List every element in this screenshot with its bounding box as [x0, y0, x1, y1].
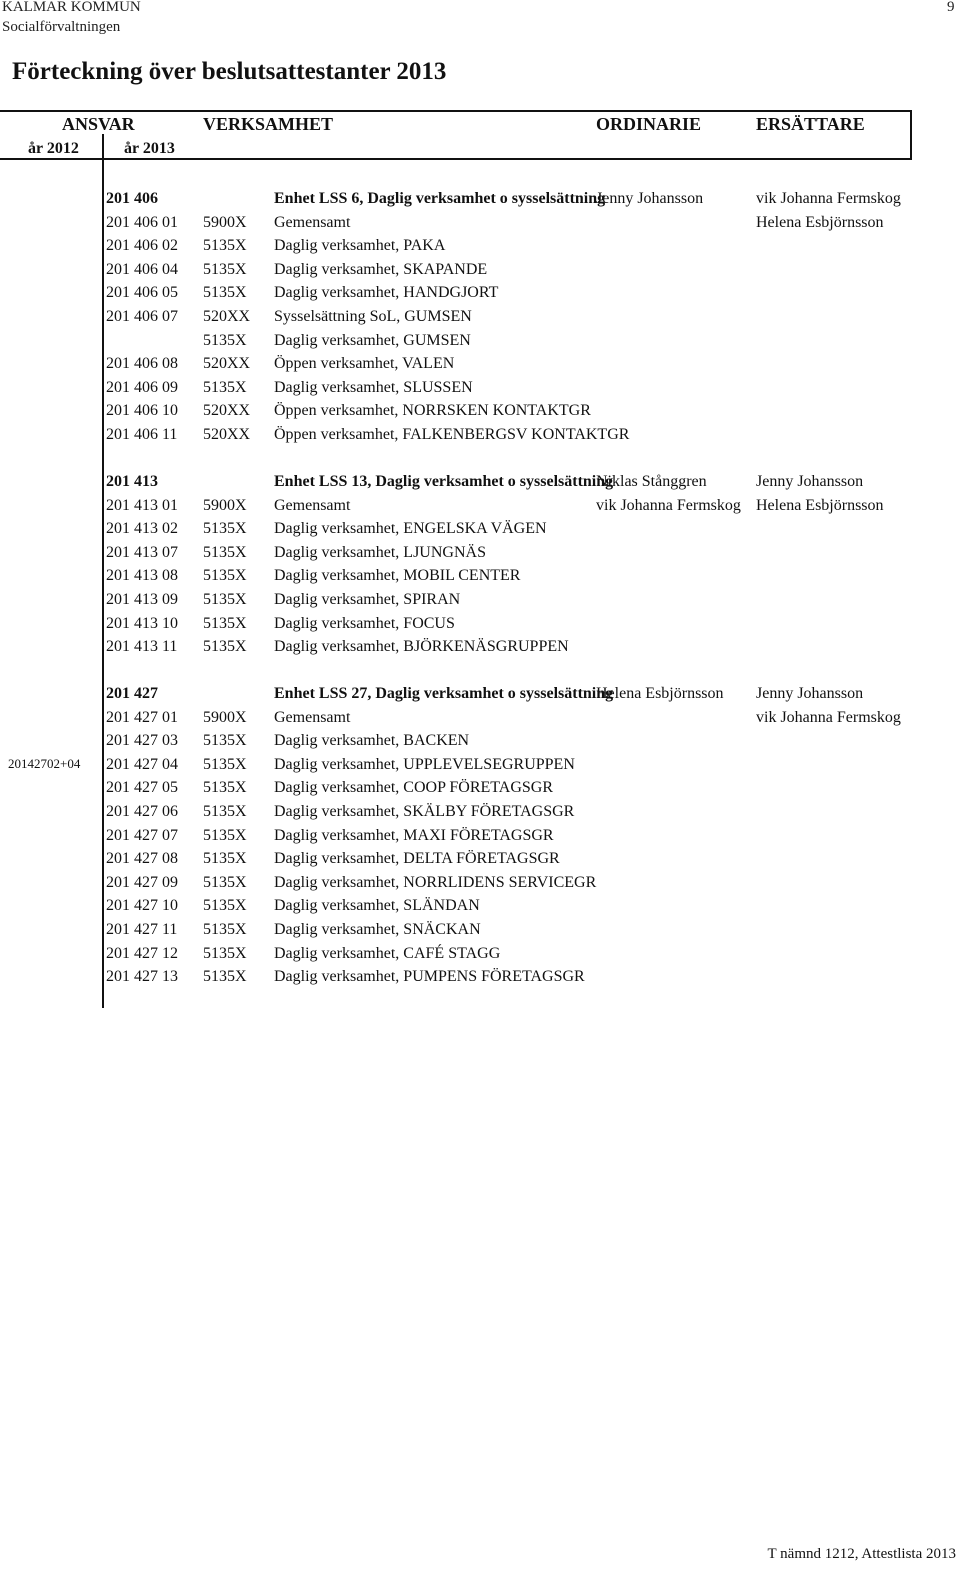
cell-account-code: 5135X	[203, 520, 247, 538]
cell-account-code: 5135X	[203, 260, 247, 278]
cell-account-code: 5135X	[203, 591, 247, 608]
cell-verksamhet: Öppen verksamhet, FALKENBERGSV KONTAKTGR	[274, 426, 630, 443]
cell-account-code: 5135X	[203, 803, 247, 820]
table-row	[0, 517, 960, 540]
cell-verksamhet: Daglig verksamhet, COOP FÖRETAGSGR	[274, 779, 554, 797]
cell-ordinarie: vik Johanna Fermskog	[596, 496, 741, 514]
cell-account-code: 5135X	[203, 237, 247, 255]
cell-account-code: 520XX	[203, 426, 251, 443]
cell-account-code: 5135X	[203, 779, 247, 797]
cell-verksamhet: Daglig verksamhet, SNÄCKAN	[274, 921, 481, 938]
table-row	[0, 894, 960, 917]
col-header-year-2012: år 2012	[28, 140, 79, 157]
table-row	[0, 729, 960, 752]
cell-ansvar-2013: 201 427 01	[106, 708, 178, 726]
cell-verksamhet: Daglig verksamhet, LJUNGNÄS	[274, 543, 486, 561]
cell-verksamhet: Daglig verksamhet, BJÖRKENÄSGRUPPEN	[274, 638, 569, 656]
cell-ansvar-2013: 201 413 11	[106, 638, 178, 656]
cell-ansvar-2013: 201 406 02	[106, 237, 178, 255]
cell-verksamhet: Enhet LSS 6, Daglig verksamhet o sysselsättning	[274, 190, 606, 207]
table-row	[0, 847, 960, 870]
cell-ansvar-2013: 201 406 07	[106, 308, 178, 325]
cell-ansvar-2013: 201 413 02	[106, 520, 178, 538]
cell-ersattare: Helena Esbjörnsson	[756, 496, 884, 514]
cell-account-code: 5135X	[203, 850, 247, 868]
table-row	[0, 918, 960, 941]
cell-verksamhet: Daglig verksamhet, HANDGJORT	[274, 284, 499, 302]
cell-account-code: 5900X	[203, 213, 247, 231]
cell-verksamhet: Daglig verksamhet, NORRLIDENS SERVICEGR	[274, 873, 597, 891]
table-row	[0, 800, 960, 823]
section-heading-row	[0, 682, 960, 705]
cell-ersattare: Helena Esbjörnsson	[756, 213, 884, 231]
cell-ersattare: Jenny Johansson	[756, 473, 864, 490]
margin-note: 20142702+04	[8, 756, 81, 771]
cell-verksamhet: Gemensamt	[274, 213, 351, 231]
cell-verksamhet: Daglig verksamhet, SLÄNDAN	[274, 897, 480, 915]
cell-ansvar-2013: 201 413 09	[106, 591, 178, 608]
cell-verksamhet: Daglig verksamhet, MAXI FÖRETAGSGR	[274, 826, 554, 844]
col-header-ersattare: ERSÄTTARE	[756, 114, 865, 134]
cell-account-code: 5135X	[203, 826, 247, 844]
footer-text: T nämnd 1212, Attestlista 2013	[767, 1546, 956, 1562]
cell-ansvar-2013: 201 406 08	[106, 355, 178, 373]
cell-verksamhet: Sysselsättning SoL, GUMSEN	[274, 308, 472, 325]
department-name: Socialförvaltningen	[2, 19, 121, 35]
cell-ansvar-2013: 201 427 10	[106, 897, 178, 915]
cell-ansvar-2013: 201 406 05	[106, 284, 178, 302]
org-name: KALMAR KOMMUN	[2, 0, 141, 15]
header-column-divider	[102, 134, 104, 160]
cell-account-code: 520XX	[203, 355, 251, 373]
cell-account-code: 5135X	[203, 614, 247, 632]
cell-verksamhet: Daglig verksamhet, SKAPANDE	[274, 260, 488, 278]
cell-ansvar-2013: 201 427 08	[106, 850, 178, 868]
section-heading-row	[0, 470, 960, 493]
table-row	[0, 305, 960, 328]
table-row	[0, 281, 960, 304]
table-header	[0, 110, 912, 160]
cell-ansvar-2013: 201 427 06	[106, 803, 178, 820]
table-row	[0, 776, 960, 799]
col-header-verksamhet: VERKSAMHET	[203, 114, 334, 134]
cell-account-code: 5900X	[203, 496, 247, 514]
cell-account-code: 5135X	[203, 873, 247, 891]
cell-ansvar-2013: 201 406	[106, 190, 158, 207]
table-row	[0, 871, 960, 894]
cell-ersattare: Jenny Johansson	[756, 685, 864, 702]
cell-verksamhet: Daglig verksamhet, MOBIL CENTER	[274, 567, 521, 585]
table-row	[0, 329, 960, 352]
cell-account-code: 520XX	[203, 402, 251, 420]
cell-verksamhet: Daglig verksamhet, DELTA FÖRETAGSGR	[274, 850, 560, 868]
cell-verksamhet: Öppen verksamhet, NORRSKEN KONTAKTGR	[274, 402, 591, 420]
page-title: Förteckning över beslutsattestanter 2013	[12, 58, 447, 85]
cell-ansvar-2013: 201 413 10	[106, 614, 178, 632]
col-header-ordinarie: ORDINARIE	[596, 114, 702, 134]
cell-ansvar-2013: 201 427	[106, 685, 158, 702]
cell-verksamhet: Daglig verksamhet, SPIRAN	[274, 591, 461, 608]
cell-ansvar-2013: 201 406 11	[106, 426, 178, 443]
page-number: 9	[947, 0, 955, 15]
cell-account-code: 5135X	[203, 331, 247, 349]
cell-ansvar-2013: 201 413 07	[106, 543, 178, 561]
table-row	[0, 706, 960, 729]
cell-account-code: 5135X	[203, 284, 247, 302]
table-row	[0, 753, 960, 776]
table-row	[0, 588, 960, 611]
cell-account-code: 5135X	[203, 638, 247, 656]
table-row	[0, 423, 960, 446]
cell-verksamhet: Daglig verksamhet, BACKEN	[274, 732, 470, 750]
table-row	[0, 258, 960, 281]
table-row	[0, 352, 960, 375]
cell-ansvar-2013: 201 427 09	[106, 873, 178, 891]
cell-ordinarie: Helena Esbjörnsson	[596, 685, 724, 702]
cell-account-code: 5135X	[203, 732, 247, 750]
cell-ansvar-2013: 201 413 08	[106, 567, 178, 585]
table-row	[0, 211, 960, 234]
cell-account-code: 5135X	[203, 968, 247, 986]
cell-verksamhet: Gemensamt	[274, 496, 351, 514]
table-row	[0, 399, 960, 422]
cell-verksamhet: Daglig verksamhet, CAFÉ STAGG	[274, 944, 501, 962]
cell-ansvar-2013: 201 413	[106, 473, 158, 490]
cell-verksamhet: Daglig verksamhet, SKÄLBY FÖRETAGSGR	[274, 803, 575, 820]
table-row	[0, 965, 960, 988]
cell-ansvar-2013: 201 427 05	[106, 779, 178, 797]
cell-account-code: 5135X	[203, 755, 247, 773]
cell-ansvar-2013: 201 406 09	[106, 378, 178, 396]
cell-ansvar-2013: 201 406 01	[106, 213, 178, 231]
cell-verksamhet: Daglig verksamhet, PUMPENS FÖRETAGSGR	[274, 968, 585, 986]
cell-ordinarie: Niklas Stånggren	[596, 473, 707, 490]
cell-ansvar-2013: 201 427 03	[106, 732, 178, 750]
cell-account-code: 520XX	[203, 308, 251, 325]
cell-account-code: 5135X	[203, 921, 247, 938]
section-heading-row	[0, 187, 960, 210]
cell-ansvar-2013: 201 427 11	[106, 921, 178, 938]
table-row	[0, 541, 960, 564]
table-row	[0, 612, 960, 635]
cell-ersattare: vik Johanna Fermskog	[756, 708, 901, 726]
cell-verksamhet: Daglig verksamhet, FOCUS	[274, 614, 455, 632]
cell-ersattare: vik Johanna Fermskog	[756, 190, 901, 207]
table-row	[0, 564, 960, 587]
table-row	[0, 942, 960, 965]
cell-account-code: 5135X	[203, 944, 247, 962]
table-row	[0, 234, 960, 257]
cell-verksamhet: Enhet LSS 13, Daglig verksamhet o sysselsättning	[274, 473, 614, 490]
cell-verksamhet: Gemensamt	[274, 708, 351, 726]
cell-verksamhet: Daglig verksamhet, UPPLEVELSEGRUPPEN	[274, 755, 575, 773]
table-row	[0, 824, 960, 847]
cell-verksamhet: Daglig verksamhet, PAKA	[274, 237, 446, 255]
cell-verksamhet: Daglig verksamhet, SLUSSEN	[274, 378, 473, 396]
cell-account-code: 5135X	[203, 378, 247, 396]
table-row	[0, 635, 960, 658]
col-header-year-2013: år 2013	[124, 140, 175, 157]
cell-ansvar-2013: 201 427 04	[106, 755, 178, 773]
cell-ansvar-2013: 201 427 13	[106, 968, 178, 986]
cell-ansvar-2013: 201 427 07	[106, 826, 178, 844]
cell-ansvar-2013: 201 427 12	[106, 944, 178, 962]
cell-verksamhet: Daglig verksamhet, ENGELSKA VÄGEN	[274, 520, 547, 538]
cell-verksamhet: Daglig verksamhet, GUMSEN	[274, 331, 471, 349]
cell-ansvar-2013: 201 406 04	[106, 260, 178, 278]
cell-verksamhet: Enhet LSS 27, Daglig verksamhet o sysselsättning	[274, 685, 614, 702]
table-row	[0, 376, 960, 399]
cell-account-code: 5900X	[203, 708, 247, 726]
cell-ordinarie: Jenny Johansson	[596, 190, 704, 207]
cell-account-code: 5135X	[203, 897, 247, 915]
cell-account-code: 5135X	[203, 543, 247, 561]
cell-verksamhet: Öppen verksamhet, VALEN	[274, 355, 455, 373]
cell-ansvar-2013: 201 413 01	[106, 496, 178, 514]
table-row	[0, 494, 960, 517]
cell-ansvar-2013: 201 406 10	[106, 402, 178, 420]
col-header-ansvar: ANSVAR	[62, 114, 135, 134]
cell-account-code: 5135X	[203, 567, 247, 585]
